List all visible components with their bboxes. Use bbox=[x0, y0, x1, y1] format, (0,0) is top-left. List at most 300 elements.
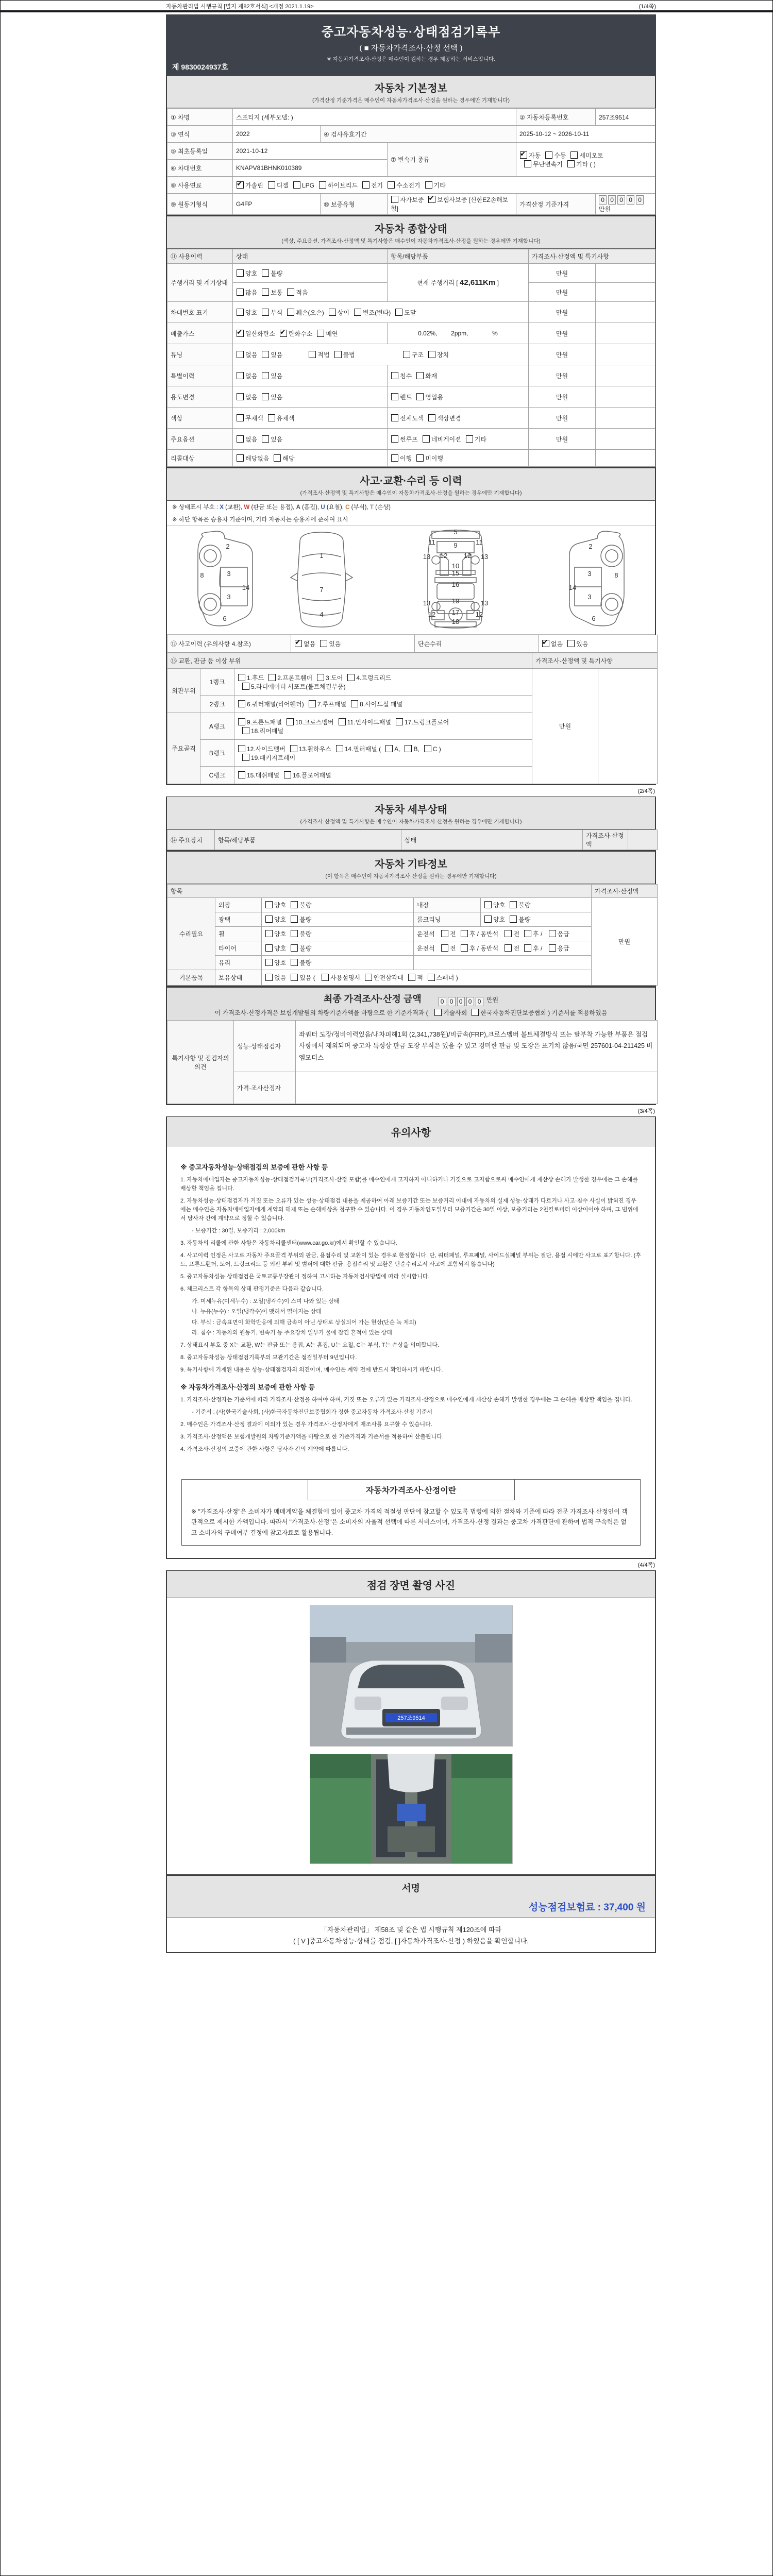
checkbox-label: 매연 bbox=[326, 330, 338, 337]
checkbox-label: 무단변속기 bbox=[533, 160, 563, 168]
note-cell bbox=[596, 429, 656, 450]
row-label-color: 색상 bbox=[167, 408, 233, 429]
note-cell bbox=[596, 450, 656, 467]
rankC-label: C랭크 bbox=[200, 767, 234, 784]
checkbox-label: 1.후드 bbox=[247, 674, 264, 682]
checkbox[interactable] bbox=[238, 700, 245, 707]
checkbox[interactable] bbox=[466, 435, 473, 443]
checkbox-label: 전체도색 bbox=[400, 414, 424, 422]
checkbox[interactable] bbox=[391, 414, 398, 421]
checkbox-label: 적법 bbox=[317, 351, 330, 359]
checkbox[interactable] bbox=[403, 351, 410, 358]
state-code: C bbox=[345, 504, 350, 511]
detail-header-state: 상태 bbox=[401, 830, 583, 850]
checkbox[interactable] bbox=[291, 959, 298, 966]
checkbox-label: 4.트렁크리드 bbox=[356, 674, 392, 682]
checkbox[interactable] bbox=[284, 771, 291, 778]
top-rule bbox=[0, 10, 773, 12]
checkbox-label: 있음 bbox=[271, 393, 283, 401]
checkbox-checked[interactable] bbox=[542, 640, 549, 647]
checkbox[interactable] bbox=[545, 151, 552, 159]
etc-label-wheel: 휠 bbox=[215, 927, 262, 941]
checkbox-label: 있음 bbox=[271, 351, 283, 359]
retention-options bbox=[262, 970, 592, 986]
checkbox[interactable] bbox=[242, 683, 249, 690]
checkbox[interactable] bbox=[336, 745, 343, 752]
report-note: ※ 자동차가격조사·산정은 매수인이 원하는 경우 제공하는 서비스입니다. bbox=[327, 56, 495, 62]
checkbox[interactable] bbox=[319, 181, 326, 189]
checkbox-label: 응급 bbox=[557, 930, 569, 938]
etc-label-glass: 유리 bbox=[215, 956, 262, 970]
final-price-note bbox=[167, 1008, 655, 1017]
checkbox-checked[interactable] bbox=[428, 196, 435, 203]
special-history-items bbox=[388, 365, 529, 386]
checkbox[interactable] bbox=[268, 674, 276, 681]
checkbox-label: 렌트 bbox=[400, 393, 412, 401]
checkbox[interactable] bbox=[396, 718, 403, 725]
checkbox[interactable] bbox=[265, 959, 273, 966]
checkbox[interactable] bbox=[405, 745, 412, 752]
diagram-part-number: 12 bbox=[440, 552, 448, 560]
rankA-options bbox=[234, 713, 532, 740]
report-subtitle: ( ■ 자동차가격조사·산정 선택 ) bbox=[359, 44, 463, 53]
price-digit: 0 bbox=[636, 195, 644, 205]
legend-text: ※ 상태표시 부호 : bbox=[172, 504, 220, 511]
checkbox-label: 사용설명서 bbox=[330, 974, 361, 981]
checkbox-label: 기타 bbox=[474, 435, 486, 443]
checkbox[interactable] bbox=[317, 674, 324, 681]
checkbox[interactable] bbox=[237, 393, 244, 400]
wheel-options bbox=[262, 927, 414, 941]
checkbox-label: 기타 ( ) bbox=[576, 160, 596, 168]
checkbox[interactable] bbox=[549, 930, 556, 937]
accident-flag-table bbox=[167, 635, 658, 653]
mileage-amount-options bbox=[233, 283, 388, 302]
checkbox[interactable] bbox=[428, 351, 435, 358]
exterior-options bbox=[262, 898, 414, 912]
appraiser-opinion-text bbox=[296, 1072, 658, 1104]
diagram-part-number: 14 bbox=[242, 584, 250, 591]
checkbox[interactable] bbox=[472, 1009, 479, 1016]
warranty-options bbox=[388, 194, 516, 215]
checkbox-label: 없음 bbox=[245, 435, 258, 443]
vin-mark-options bbox=[233, 302, 529, 323]
price-digit: 0 bbox=[439, 997, 446, 1006]
checkbox-label: 있음 bbox=[271, 372, 283, 380]
checkbox-label: 장치 bbox=[436, 351, 449, 359]
checkbox-label: 불량 bbox=[299, 902, 312, 909]
field-label-car-name: ① 차명 bbox=[167, 109, 233, 126]
legend-text: (교환), bbox=[223, 504, 244, 511]
inline-text: / 동반석 bbox=[475, 945, 500, 952]
checkbox[interactable] bbox=[441, 930, 448, 937]
note-cell bbox=[596, 283, 656, 302]
diagram-part-number: 9 bbox=[453, 541, 458, 549]
checkbox[interactable] bbox=[391, 454, 398, 462]
checkbox-label: 15.대쉬패널 bbox=[247, 772, 280, 779]
checkbox[interactable] bbox=[237, 351, 244, 358]
checkbox[interactable] bbox=[484, 916, 492, 923]
checkbox[interactable] bbox=[567, 640, 575, 647]
checkbox[interactable] bbox=[339, 718, 346, 725]
checkbox[interactable] bbox=[291, 930, 298, 937]
section-accident-history bbox=[166, 468, 656, 785]
checkbox[interactable] bbox=[238, 718, 245, 725]
detail-header-item: 항목/해당부품 bbox=[215, 830, 401, 850]
checkbox[interactable] bbox=[567, 160, 575, 167]
checkbox[interactable] bbox=[268, 181, 275, 189]
checkbox[interactable] bbox=[320, 640, 327, 647]
checkbox[interactable] bbox=[262, 372, 269, 379]
rank2-options bbox=[234, 696, 532, 713]
checkbox-label: 도말 bbox=[404, 309, 416, 316]
checkbox-label: 불량 bbox=[299, 930, 312, 938]
checkbox-label: 8.사이드실 패널 bbox=[360, 701, 403, 708]
checkbox[interactable] bbox=[524, 944, 531, 952]
price-digit: 0 bbox=[457, 997, 465, 1006]
inline-text: 운전석 bbox=[417, 945, 437, 952]
price-unit: 만원 bbox=[599, 206, 611, 213]
checkbox[interactable] bbox=[395, 309, 402, 316]
field-label-base-price: 가격산정 기준가격 bbox=[516, 194, 596, 215]
checkbox[interactable] bbox=[428, 974, 435, 981]
checkbox[interactable] bbox=[425, 181, 432, 189]
checkbox[interactable] bbox=[262, 435, 269, 443]
etc-label-retention: 보유상태 bbox=[215, 970, 262, 986]
inspection-photo-lift bbox=[310, 1754, 513, 1864]
checkbox-label: 양호 bbox=[274, 902, 287, 909]
diagram-part-number: 13 bbox=[480, 553, 489, 561]
checkbox[interactable] bbox=[237, 435, 244, 443]
checkbox[interactable] bbox=[262, 351, 269, 358]
checkbox[interactable] bbox=[416, 372, 424, 379]
checkbox[interactable] bbox=[365, 974, 372, 981]
accident-history-options bbox=[291, 635, 415, 653]
inspection-premium: 성능점검보험료 : 37,400 원 bbox=[528, 1902, 646, 1913]
basic-info-subtitle: (가격산정 기준가격은 매수인이 자동차가격조사·산정을 원하는 경우에만 기재합니다) bbox=[312, 97, 510, 104]
rankB-label: B랭크 bbox=[200, 740, 234, 767]
checkbox[interactable] bbox=[408, 974, 415, 981]
state-code: U bbox=[321, 504, 325, 511]
checkbox-label: 13.휠하우스 bbox=[298, 745, 331, 753]
checkbox[interactable] bbox=[385, 745, 393, 752]
inspector-label: 성능·상태점검자 bbox=[234, 1021, 296, 1072]
checkbox-label: 보험사보증 bbox=[437, 196, 467, 204]
note-cell bbox=[596, 264, 656, 283]
checkbox-label: 세미오토 bbox=[579, 151, 603, 159]
checkbox-label: 영업용 bbox=[425, 393, 443, 401]
price-digit: 0 bbox=[448, 997, 456, 1006]
checkbox-label: 기타 bbox=[433, 181, 446, 189]
checkbox[interactable] bbox=[317, 330, 324, 337]
page-marker-1: (1/4쪽) bbox=[638, 4, 656, 10]
field-label-inspection-period: ④ 검사유효기간 bbox=[321, 126, 516, 143]
checkbox[interactable] bbox=[242, 727, 249, 734]
note-cell bbox=[596, 408, 656, 429]
state-code: A bbox=[296, 504, 300, 511]
checkbox-label: 전 bbox=[513, 945, 520, 952]
checkbox[interactable] bbox=[262, 393, 269, 400]
diagram-part-number: 8 bbox=[200, 571, 204, 579]
price-cell: 만원 bbox=[529, 386, 596, 408]
checkbox[interactable] bbox=[424, 745, 431, 752]
checkbox[interactable] bbox=[262, 309, 269, 316]
checkbox-label: 3.도어 bbox=[326, 674, 343, 682]
field-label-fuel: ⑧ 사용연료 bbox=[167, 177, 233, 194]
legend-text: (흠집), bbox=[300, 504, 321, 511]
checkbox[interactable] bbox=[441, 944, 448, 952]
notice-line: - 기준서 : (사)한국기술사회, (사)한국자동차진단보증협회가 정한 중고자동차 가격조사·산정 기준서 bbox=[192, 1409, 432, 1416]
color-items bbox=[388, 408, 529, 429]
checkbox[interactable] bbox=[322, 974, 329, 981]
checkbox[interactable] bbox=[268, 414, 275, 421]
notice-line: 9. 특기사항에 기재된 내용은 성능·상태점검자의 의견이며, 매수인은 계약 전에 반드시 확인하시기 바랍니다. bbox=[180, 1367, 443, 1374]
state-code: T bbox=[369, 504, 374, 511]
document-number: 제 9830024937호 bbox=[172, 63, 228, 71]
checkbox-label: 양호 bbox=[245, 269, 258, 277]
checkbox[interactable] bbox=[309, 351, 316, 358]
row-label-special-history: 특별이력 bbox=[167, 365, 233, 386]
checkbox-label: 안전삼각대 bbox=[374, 974, 404, 981]
checkbox-checked[interactable] bbox=[280, 330, 287, 337]
checkbox-label: 미이행 bbox=[425, 454, 443, 462]
license-plate-text: 257조9514 bbox=[397, 1715, 425, 1721]
page-marker-2: (2/4쪽) bbox=[637, 788, 655, 794]
price-cell: 만원 bbox=[529, 365, 596, 386]
checkbox[interactable] bbox=[388, 181, 395, 189]
checkbox-label: 양호 bbox=[245, 309, 258, 316]
checkbox[interactable] bbox=[434, 1009, 442, 1016]
emission-options bbox=[233, 323, 388, 344]
diagram-part-number: 15 bbox=[451, 569, 460, 577]
row-label-mileage: 주행거리 및 계기상태 bbox=[167, 264, 233, 302]
checkbox-label: 탄화수소 bbox=[288, 330, 313, 337]
checkbox[interactable] bbox=[237, 289, 244, 296]
checkbox[interactable] bbox=[510, 901, 517, 908]
checkbox-label: 무채색 bbox=[245, 414, 263, 422]
checkbox-checked[interactable] bbox=[237, 181, 244, 189]
interior-options bbox=[481, 898, 592, 912]
checkbox[interactable] bbox=[265, 974, 273, 981]
mileage-item bbox=[388, 264, 529, 302]
diagram-part-number: 3 bbox=[227, 593, 231, 601]
checkbox[interactable] bbox=[242, 754, 249, 761]
checkbox[interactable] bbox=[274, 454, 281, 462]
detail-header-note bbox=[628, 830, 658, 850]
transmission-options bbox=[516, 143, 656, 177]
notice-line: 2. 자동차성능·상태점검자가 거짓 또는 오류가 있는 성능·상태점검 내용을 제공하여 아래 보증기간 또는 보증거리 이내에 자동차의 실제 성능·상태가 다르거나 사고·침수 사실이 밝혀진 경우에는 매수인은 자동차매매업자에게 계약의 해제 또는 손해배상을 청구할 수 있습니다. 이 경우 자동차인도일부터 보증기간은 30일 이상, 보증거리는 2천킬로미터 이상이어야 하며, 그 범위에서 당사자 간에 계약으로 정할 수 있습니다. bbox=[180, 1198, 638, 1222]
checkbox[interactable] bbox=[290, 745, 297, 752]
checkbox[interactable] bbox=[262, 269, 269, 277]
checkbox[interactable] bbox=[416, 393, 424, 400]
section-overall-state bbox=[166, 216, 656, 468]
field-value-first-reg-date: 2021-10-12 bbox=[233, 143, 388, 160]
etc-header-price: 가격조사·산정액 bbox=[592, 885, 658, 898]
photos-band bbox=[167, 1571, 655, 1598]
checkbox[interactable] bbox=[309, 700, 316, 707]
price-appraisal-definition-box bbox=[181, 1479, 641, 1546]
checkbox[interactable] bbox=[524, 160, 531, 167]
checkbox[interactable] bbox=[423, 435, 430, 443]
checkbox-label: 없음 bbox=[551, 640, 563, 648]
checkbox[interactable] bbox=[347, 674, 355, 681]
detail-table bbox=[167, 829, 658, 850]
definition-box-text: ※ "가격조사·산정"은 소비자가 매매계약을 체결함에 있어 중고차 가격의 적절성 판단에 참고할 수 있도록 법령에 의한 절차와 기준에 따라 전문 가격조사·산정인이 객관적으로 제시한 가액입니다. 따라서 "가격조사·산정"은 소비자의 자율적 선택에 따른 서비스이며, 가격조사·산정 결과는 중고차 가격판단에 관하여 법적 구속력은 없고 소비자의 구매여부 결정에 참고자료로 활용됩니다. bbox=[191, 1507, 628, 1536]
notice-body bbox=[167, 1146, 655, 1468]
checkbox[interactable] bbox=[354, 309, 361, 316]
checkbox[interactable] bbox=[351, 700, 358, 707]
diagram-part-number: 7 bbox=[320, 586, 324, 594]
checkbox-label: 전 bbox=[513, 930, 520, 938]
checkbox[interactable] bbox=[461, 930, 468, 937]
checkbox-label: 17.트렁크플로어 bbox=[404, 718, 449, 726]
checkbox-checked[interactable] bbox=[295, 640, 302, 647]
etc-table bbox=[167, 884, 658, 986]
checkbox[interactable] bbox=[428, 414, 435, 421]
checkbox-label: 수동 bbox=[554, 151, 566, 159]
rank1-options bbox=[234, 669, 532, 696]
checkbox[interactable] bbox=[237, 372, 244, 379]
note-cell bbox=[596, 344, 656, 365]
checkbox-label: 유채색 bbox=[276, 414, 295, 422]
checkbox[interactable] bbox=[484, 901, 492, 908]
field-label-first-reg-date: ⑤ 최초등록일 bbox=[167, 143, 233, 160]
simple-repair-options bbox=[539, 635, 658, 653]
checkbox-checked[interactable] bbox=[237, 330, 244, 337]
etc-label-polish: 광택 bbox=[215, 912, 262, 927]
checkbox[interactable] bbox=[287, 718, 294, 725]
row-label-emission: 배출가스 bbox=[167, 323, 233, 344]
section-final-price bbox=[166, 987, 656, 1105]
checkbox[interactable] bbox=[391, 196, 398, 203]
checkbox[interactable] bbox=[391, 435, 398, 443]
checkbox[interactable] bbox=[237, 269, 244, 277]
checkbox[interactable] bbox=[570, 151, 578, 159]
checkbox[interactable] bbox=[265, 916, 273, 923]
checkbox-label: C ) bbox=[432, 745, 441, 753]
page-marker-3: (3/4쪽) bbox=[637, 1108, 655, 1114]
checkbox[interactable] bbox=[287, 309, 294, 316]
notice-band bbox=[167, 1117, 655, 1146]
checkbox[interactable] bbox=[362, 181, 369, 189]
notice-line: 7. 상태표시 부호 중 X는 교환, W는 판금 또는 용접, A는 흠집, U는 요철, C는 부식, T는 손상을 의미합니다. bbox=[180, 1342, 440, 1348]
checkbox-label: 상이 bbox=[337, 309, 349, 316]
checkbox[interactable] bbox=[262, 289, 269, 296]
accident-title: 사고·교환·수리 등 이력 bbox=[360, 476, 462, 487]
checkbox-label: 6.쿼터패널(리어휀더) bbox=[247, 701, 304, 708]
opinion-table bbox=[167, 1020, 658, 1104]
price-cell: 만원 bbox=[529, 283, 596, 302]
note-cell bbox=[596, 365, 656, 386]
checkbox[interactable] bbox=[237, 454, 244, 462]
field-value-car-name: 스포티지 (세부모델: ) bbox=[233, 109, 516, 126]
checkbox-label: 해당 bbox=[282, 454, 295, 462]
passenger-car-note: ※ 하단 항목은 승용차 기준이며, 기타 자동차는 승용차에 준하여 표시 bbox=[172, 517, 348, 523]
usage-change-options bbox=[233, 386, 388, 408]
checkbox-label: 있음 bbox=[299, 974, 312, 981]
checkbox-label: 후 bbox=[469, 930, 476, 938]
signature-confirm bbox=[167, 1918, 655, 1952]
checkbox-label: 18.리어패널 bbox=[251, 727, 284, 735]
checkbox[interactable] bbox=[334, 351, 342, 358]
checkbox-label: 자가보증 bbox=[400, 196, 424, 204]
state-code: W bbox=[244, 504, 250, 511]
checkbox[interactable] bbox=[237, 414, 244, 421]
inline-text: ) 기준서를 적용하였음 bbox=[546, 1009, 608, 1016]
checkbox[interactable] bbox=[291, 974, 298, 981]
etc-title: 자동차 기타정보 bbox=[375, 859, 447, 870]
special-history-options bbox=[233, 365, 388, 386]
checkbox-label: 19.패키지트레이 bbox=[251, 754, 296, 761]
checkbox[interactable] bbox=[510, 916, 517, 923]
checkbox[interactable] bbox=[237, 309, 244, 316]
row-label-recall: 리콜대상 bbox=[167, 450, 233, 467]
diagram-part-number: 11 bbox=[428, 538, 435, 546]
checkbox-label: 14.필러패널 ( bbox=[344, 745, 381, 753]
diagram-part-number: 8 bbox=[614, 571, 618, 579]
overall-subtitle: (색상, 주요옵션, 가격조사·산정액 및 특기사항은 매수인이 자동차가격조사·산정을 원하는 경우에만 기재합니다) bbox=[281, 238, 541, 244]
checkbox-checked[interactable] bbox=[520, 151, 527, 159]
emission-values: 0.02%, 2ppm, % bbox=[388, 323, 529, 344]
inline-text: ( bbox=[311, 974, 317, 981]
group-label-main-frame: 주요골격 bbox=[167, 713, 200, 784]
checkbox[interactable] bbox=[265, 901, 273, 908]
checkbox[interactable] bbox=[287, 289, 294, 296]
checkbox[interactable] bbox=[391, 372, 398, 379]
checkbox[interactable] bbox=[238, 674, 245, 681]
glass-blank bbox=[414, 956, 592, 970]
checkbox[interactable] bbox=[505, 930, 512, 937]
notice-line: 다. 부식 : 금속표면이 화학반응에 의해 금속이 아닌 상태로 상실되어 가는 현상(단순 녹 제외) bbox=[192, 1319, 416, 1326]
checkbox[interactable] bbox=[291, 944, 298, 952]
checkbox-label: 없음 bbox=[304, 640, 316, 648]
checkbox-label: 전 bbox=[450, 930, 456, 938]
checkbox[interactable] bbox=[524, 930, 531, 937]
checkbox[interactable] bbox=[549, 944, 556, 952]
checkbox[interactable] bbox=[265, 944, 273, 952]
notice-line: 1. 자동차매매업자는 중고자동차성능·상태점검기록부(가격조사·산정 포함)를 매수인에게 고지하지 아니하거나 거짓으로 고지함으로써 매수인에게 재산상 손해가 발생한 경우에는 그 손해를 배상할 책임을 집니다. bbox=[180, 1177, 638, 1192]
checkbox[interactable] bbox=[416, 454, 424, 462]
group-label-repair-needed: 수리필요 bbox=[167, 898, 215, 970]
checkbox[interactable] bbox=[391, 393, 398, 400]
state-code-legend bbox=[167, 501, 655, 513]
etc-label-interior: 내장 bbox=[414, 898, 481, 912]
checkbox[interactable] bbox=[329, 309, 336, 316]
notice-line: 6. 체크리스트 각 항목의 상태 판정기준은 다음과 같습니다. bbox=[180, 1285, 324, 1292]
checkbox[interactable] bbox=[291, 916, 298, 923]
checkbox-label: 불량 bbox=[299, 916, 312, 923]
checkbox-label: 불량 bbox=[299, 959, 312, 967]
checkbox[interactable] bbox=[238, 745, 245, 752]
legend-text: (손상) bbox=[373, 504, 391, 511]
checkbox[interactable] bbox=[293, 181, 300, 189]
main-options bbox=[233, 429, 388, 450]
checkbox[interactable] bbox=[505, 944, 512, 952]
checkbox-label: 없음 bbox=[245, 351, 258, 359]
inline-text: / 동반석 bbox=[475, 930, 500, 938]
checkbox-label: 부식 bbox=[271, 309, 283, 316]
checkbox[interactable] bbox=[291, 901, 298, 908]
checkbox[interactable] bbox=[238, 771, 245, 778]
notice-section-heading: ※ 자동차가격조사·산정의 보증에 관한 사항 등 bbox=[180, 1383, 315, 1392]
form-meta bbox=[166, 2, 656, 10]
etc-subtitle: (이 항목은 매수인이 자동차가격조사·산정을 원하는 경우에만 기재합니다) bbox=[325, 873, 497, 879]
note-cell bbox=[596, 323, 656, 344]
checkbox[interactable] bbox=[461, 944, 468, 952]
state-code: X bbox=[220, 504, 224, 511]
checkbox-label: 네비게이션 bbox=[431, 435, 461, 443]
checkbox[interactable] bbox=[265, 930, 273, 937]
